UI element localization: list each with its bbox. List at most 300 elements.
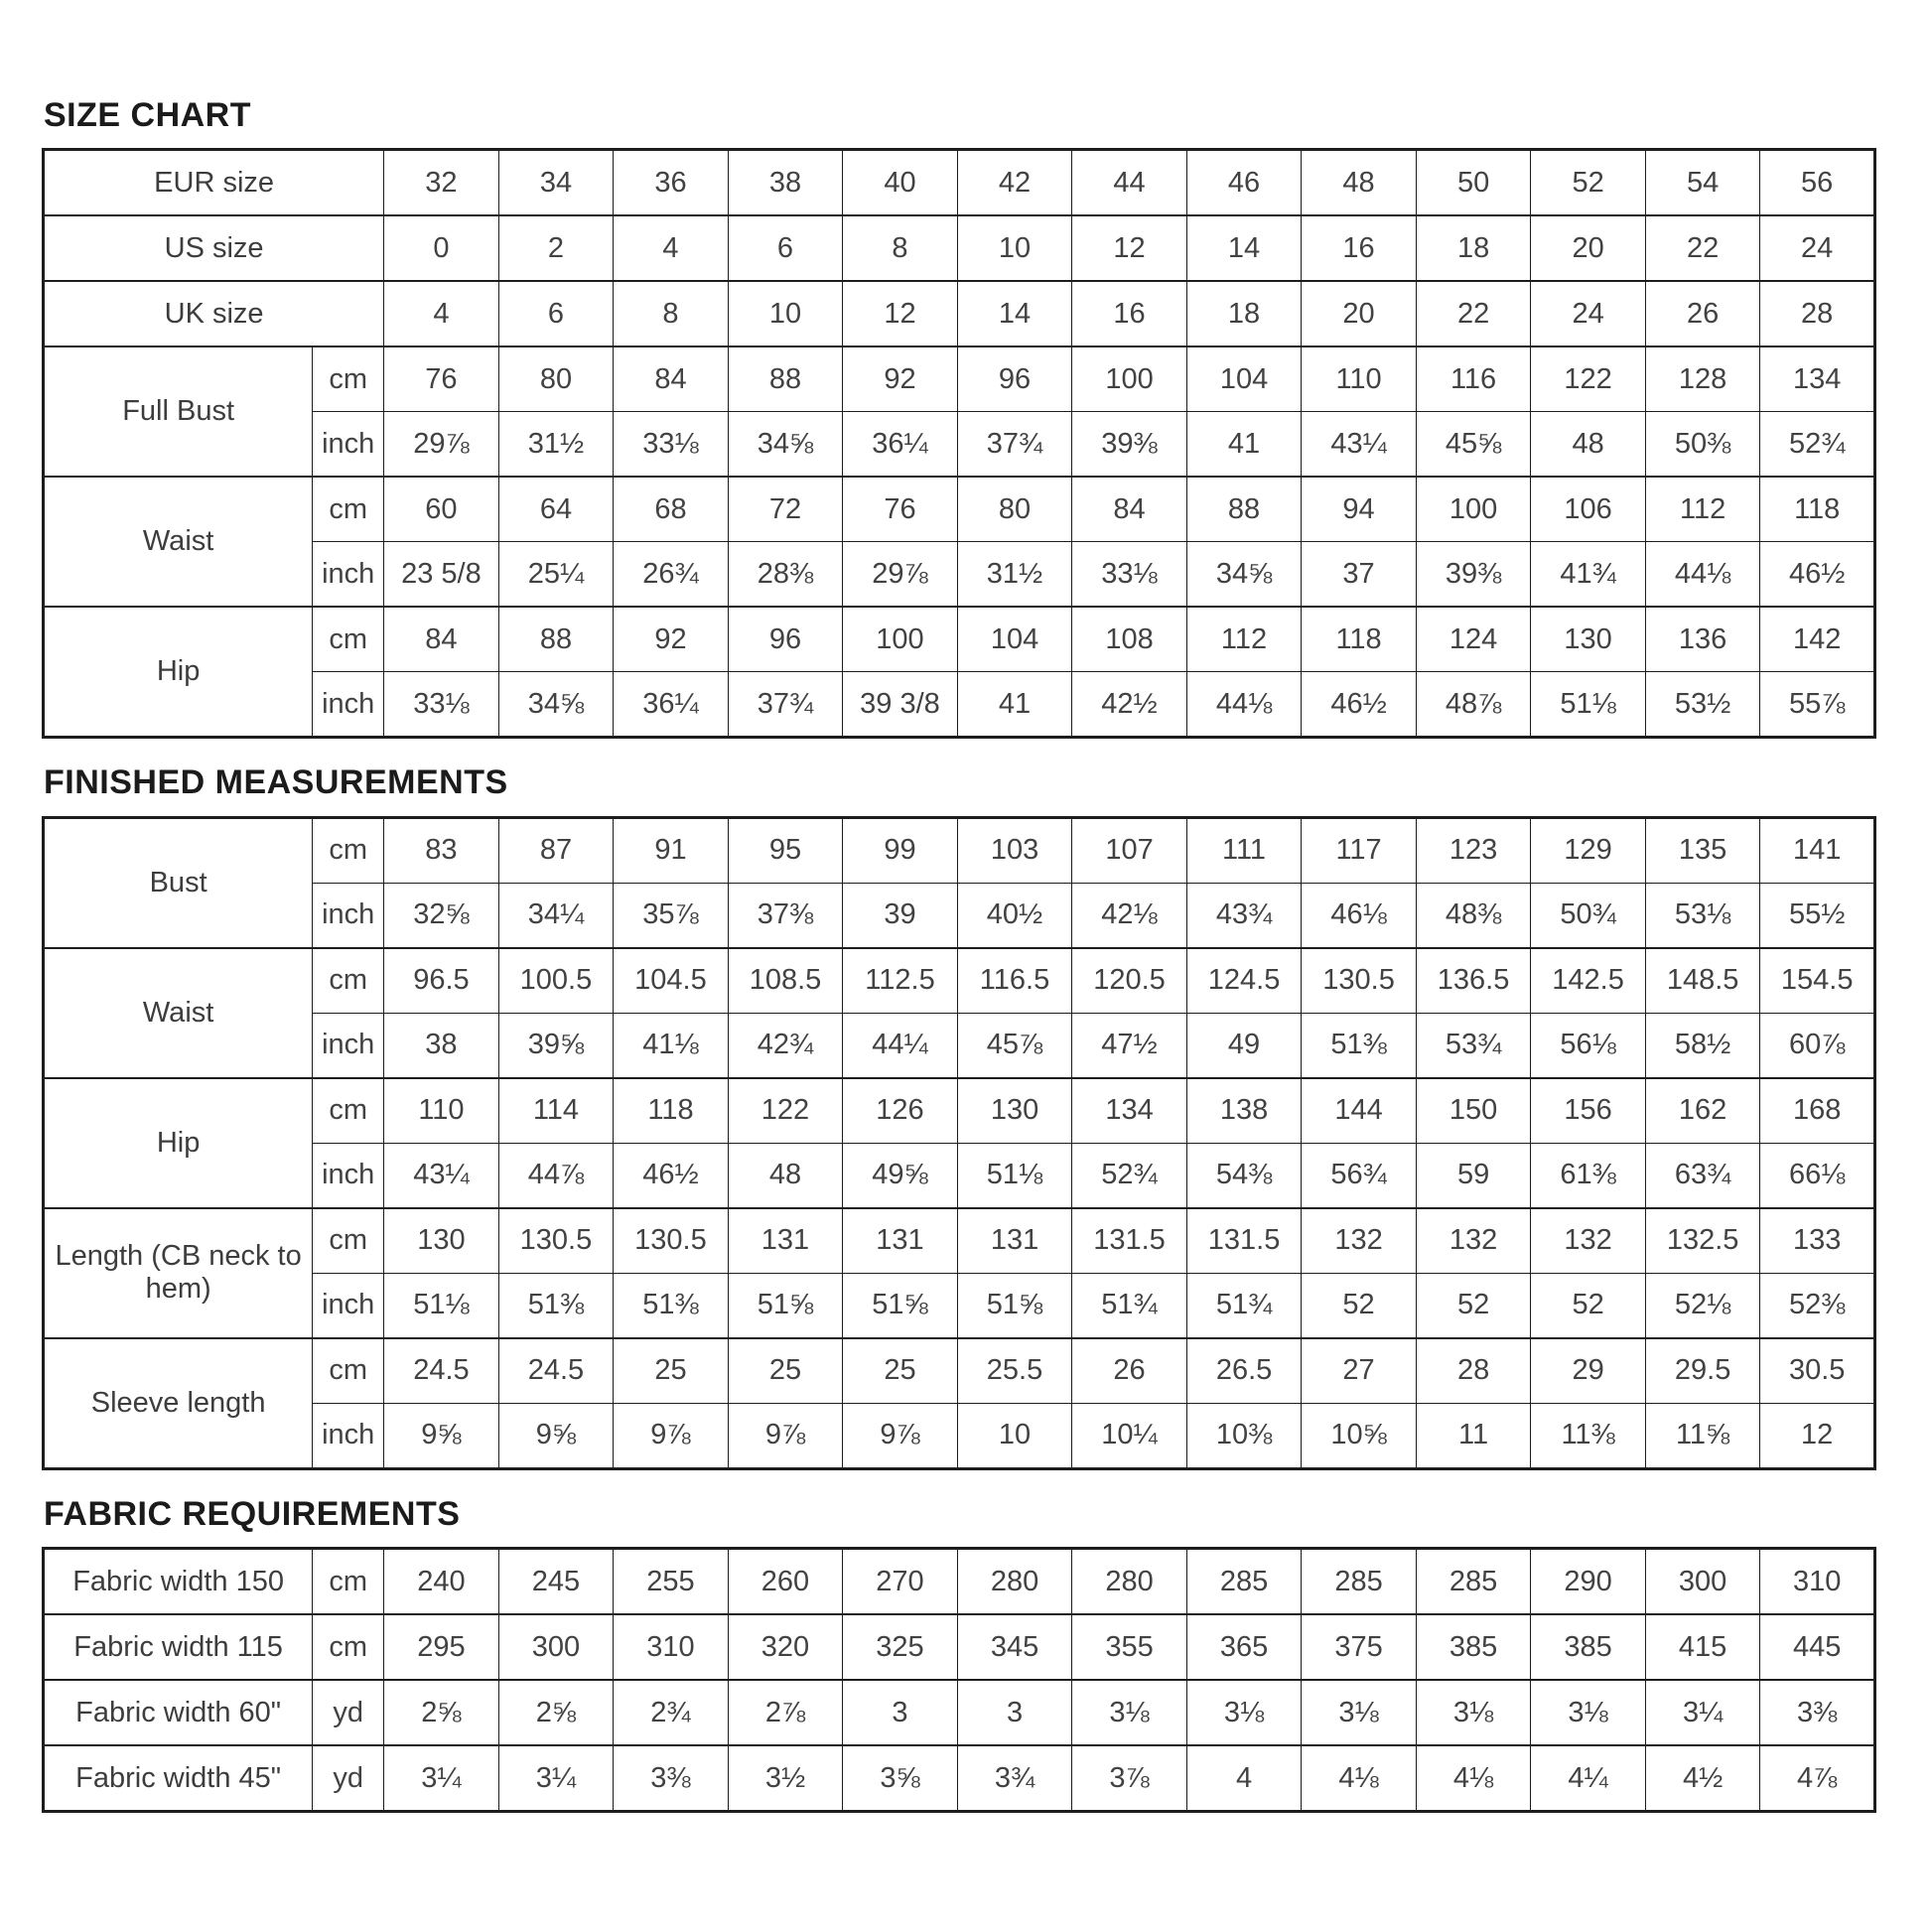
value-cell: 54⅜ xyxy=(1186,1143,1302,1208)
value-cell: 126 xyxy=(843,1078,958,1144)
value-cell: 58½ xyxy=(1645,1013,1760,1078)
value-cell: 130 xyxy=(957,1078,1072,1144)
value-cell: 148.5 xyxy=(1645,948,1760,1014)
value-cell: 2⅞ xyxy=(728,1680,843,1745)
value-cell: 44⅞ xyxy=(498,1143,614,1208)
value-cell: 141 xyxy=(1760,817,1875,883)
value-cell: 123 xyxy=(1416,817,1531,883)
value-cell: 88 xyxy=(1186,477,1302,542)
value-cell: 51⅜ xyxy=(498,1273,614,1338)
value-cell: 76 xyxy=(843,477,958,542)
value-cell: 25.5 xyxy=(957,1338,1072,1404)
value-cell: 51¾ xyxy=(1072,1273,1187,1338)
value-cell: 34⅝ xyxy=(1186,542,1302,608)
unit-cell: cm xyxy=(313,1338,384,1404)
value-cell: 129 xyxy=(1531,817,1646,883)
value-cell: 52¾ xyxy=(1072,1143,1187,1208)
value-cell: 60⅞ xyxy=(1760,1013,1875,1078)
value-cell: 39 3/8 xyxy=(843,672,958,738)
value-cell: 2⅝ xyxy=(498,1680,614,1745)
value-cell: 3¼ xyxy=(384,1745,499,1812)
value-cell: 52 xyxy=(1416,1273,1531,1338)
value-cell: 42½ xyxy=(1072,672,1187,738)
value-cell: 61⅜ xyxy=(1531,1143,1646,1208)
value-cell: 22 xyxy=(1416,281,1531,346)
value-cell: 4½ xyxy=(1645,1745,1760,1812)
value-cell: 6 xyxy=(498,281,614,346)
unit-cell: cm xyxy=(313,1614,384,1680)
value-cell: 43¼ xyxy=(1302,412,1417,478)
value-cell: 142.5 xyxy=(1531,948,1646,1014)
row-label-cell: Hip xyxy=(44,607,313,738)
value-cell: 87 xyxy=(498,817,614,883)
row-label-cell: Bust xyxy=(44,817,313,948)
unit-cell: cm xyxy=(313,1078,384,1144)
value-cell: 415 xyxy=(1645,1614,1760,1680)
finished-measurements-table xyxy=(42,816,1876,1470)
value-cell: 131 xyxy=(843,1208,958,1274)
value-cell: 134 xyxy=(1760,346,1875,412)
finished-measurements-title: FINISHED MEASUREMENTS xyxy=(44,763,508,802)
value-cell: 131 xyxy=(728,1208,843,1274)
value-cell: 54 xyxy=(1645,150,1760,216)
value-cell: 142 xyxy=(1760,607,1875,672)
value-cell: 25 xyxy=(728,1338,843,1404)
value-cell: 106 xyxy=(1531,477,1646,542)
unit-cell: cm xyxy=(313,607,384,672)
value-cell: 122 xyxy=(1531,346,1646,412)
value-cell: 22 xyxy=(1645,215,1760,281)
value-cell: 96 xyxy=(957,346,1072,412)
value-cell: 100 xyxy=(843,607,958,672)
value-cell: 26¾ xyxy=(614,542,729,608)
value-cell: 2 xyxy=(498,215,614,281)
value-cell: 34 xyxy=(498,150,614,216)
value-cell: 43¾ xyxy=(1186,883,1302,948)
value-cell: 124.5 xyxy=(1186,948,1302,1014)
value-cell: 285 xyxy=(1416,1549,1531,1615)
value-cell: 51⅛ xyxy=(1531,672,1646,738)
value-cell: 117 xyxy=(1302,817,1417,883)
value-cell: 285 xyxy=(1302,1549,1417,1615)
unit-cell: inch xyxy=(313,1273,384,1338)
value-cell: 51⅜ xyxy=(614,1273,729,1338)
value-cell: 52 xyxy=(1531,150,1646,216)
value-cell: 111 xyxy=(1186,817,1302,883)
value-cell: 100 xyxy=(1416,477,1531,542)
value-cell: 59 xyxy=(1416,1143,1531,1208)
value-cell: 132 xyxy=(1302,1208,1417,1274)
value-cell: 18 xyxy=(1416,215,1531,281)
value-cell: 25¼ xyxy=(498,542,614,608)
unit-cell: inch xyxy=(313,542,384,608)
value-cell: 84 xyxy=(1072,477,1187,542)
value-cell: 245 xyxy=(498,1549,614,1615)
row-label-cell: Fabric width 60" xyxy=(44,1680,313,1745)
value-cell: 84 xyxy=(614,346,729,412)
value-cell: 134 xyxy=(1072,1078,1187,1144)
value-cell: 3½ xyxy=(728,1745,843,1812)
value-cell: 4⅛ xyxy=(1416,1745,1531,1812)
value-cell: 131 xyxy=(957,1208,1072,1274)
value-cell: 42¾ xyxy=(728,1013,843,1078)
value-cell: 131.5 xyxy=(1072,1208,1187,1274)
value-cell: 27 xyxy=(1302,1338,1417,1404)
value-cell: 150 xyxy=(1416,1078,1531,1144)
value-cell: 4⅛ xyxy=(1302,1745,1417,1812)
value-cell: 116 xyxy=(1416,346,1531,412)
value-cell: 51⅝ xyxy=(843,1273,958,1338)
value-cell: 40 xyxy=(843,150,958,216)
value-cell: 72 xyxy=(728,477,843,542)
unit-cell: cm xyxy=(313,1208,384,1274)
unit-cell: yd xyxy=(313,1680,384,1745)
value-cell: 260 xyxy=(728,1549,843,1615)
value-cell: 14 xyxy=(957,281,1072,346)
value-cell: 130.5 xyxy=(498,1208,614,1274)
value-cell: 4⅞ xyxy=(1760,1745,1875,1812)
value-cell: 40½ xyxy=(957,883,1072,948)
value-cell: 3¼ xyxy=(1645,1680,1760,1745)
value-cell: 92 xyxy=(614,607,729,672)
value-cell: 310 xyxy=(1760,1549,1875,1615)
value-cell: 11⅜ xyxy=(1531,1403,1646,1468)
value-cell: 118 xyxy=(614,1078,729,1144)
value-cell: 42⅛ xyxy=(1072,883,1187,948)
value-cell: 34⅝ xyxy=(728,412,843,478)
value-cell: 132 xyxy=(1531,1208,1646,1274)
value-cell: 445 xyxy=(1760,1614,1875,1680)
value-cell: 51⅝ xyxy=(728,1273,843,1338)
value-cell: 55⅞ xyxy=(1760,672,1875,738)
value-cell: 365 xyxy=(1186,1614,1302,1680)
unit-cell: inch xyxy=(313,1013,384,1078)
value-cell: 41⅛ xyxy=(614,1013,729,1078)
value-cell: 80 xyxy=(957,477,1072,542)
value-cell: 34⅝ xyxy=(498,672,614,738)
value-cell: 9⅞ xyxy=(614,1403,729,1468)
value-cell: 26.5 xyxy=(1186,1338,1302,1404)
value-cell: 91 xyxy=(614,817,729,883)
value-cell: 31½ xyxy=(957,542,1072,608)
value-cell: 4 xyxy=(1186,1745,1302,1812)
value-cell: 37¾ xyxy=(957,412,1072,478)
unit-cell: inch xyxy=(313,1403,384,1468)
value-cell: 3⅜ xyxy=(614,1745,729,1812)
value-cell: 44¼ xyxy=(843,1013,958,1078)
value-cell: 135 xyxy=(1645,817,1760,883)
value-cell: 280 xyxy=(957,1549,1072,1615)
value-cell: 16 xyxy=(1302,215,1417,281)
value-cell: 46½ xyxy=(1302,672,1417,738)
value-cell: 84 xyxy=(384,607,499,672)
unit-cell: cm xyxy=(313,346,384,412)
value-cell: 4 xyxy=(384,281,499,346)
row-label-cell: US size xyxy=(44,215,384,281)
row-label-cell: Sleeve length xyxy=(44,1338,313,1469)
value-cell: 104 xyxy=(957,607,1072,672)
value-cell: 28⅜ xyxy=(728,542,843,608)
value-cell: 10 xyxy=(728,281,843,346)
value-cell: 25 xyxy=(843,1338,958,1404)
value-cell: 53½ xyxy=(1645,672,1760,738)
value-cell: 37⅜ xyxy=(728,883,843,948)
value-cell: 110 xyxy=(384,1078,499,1144)
unit-cell: cm xyxy=(313,1549,384,1615)
value-cell: 156 xyxy=(1531,1078,1646,1144)
value-cell: 10⅝ xyxy=(1302,1403,1417,1468)
value-cell: 38 xyxy=(384,1013,499,1078)
value-cell: 37¾ xyxy=(728,672,843,738)
value-cell: 3⅜ xyxy=(1760,1680,1875,1745)
value-cell: 80 xyxy=(498,346,614,412)
value-cell: 4¼ xyxy=(1531,1745,1646,1812)
row-label-cell: EUR size xyxy=(44,150,384,216)
value-cell: 76 xyxy=(384,346,499,412)
value-cell: 28 xyxy=(1760,281,1875,346)
row-label-cell: Fabric width 45" xyxy=(44,1745,313,1812)
value-cell: 3⅛ xyxy=(1072,1680,1187,1745)
value-cell: 39 xyxy=(843,883,958,948)
value-cell: 0 xyxy=(384,215,499,281)
value-cell: 280 xyxy=(1072,1549,1187,1615)
value-cell: 10 xyxy=(957,215,1072,281)
value-cell: 52 xyxy=(1302,1273,1417,1338)
value-cell: 11 xyxy=(1416,1403,1531,1468)
value-cell: 138 xyxy=(1186,1078,1302,1144)
value-cell: 53¾ xyxy=(1416,1013,1531,1078)
value-cell: 51⅛ xyxy=(957,1143,1072,1208)
value-cell: 43¼ xyxy=(384,1143,499,1208)
value-cell: 14 xyxy=(1186,215,1302,281)
value-cell: 2⅝ xyxy=(384,1680,499,1745)
value-cell: 68 xyxy=(614,477,729,542)
value-cell: 30.5 xyxy=(1760,1338,1875,1404)
value-cell: 104.5 xyxy=(614,948,729,1014)
value-cell: 41 xyxy=(1186,412,1302,478)
value-cell: 29 xyxy=(1531,1338,1646,1404)
value-cell: 41¾ xyxy=(1531,542,1646,608)
value-cell: 34¼ xyxy=(498,883,614,948)
value-cell: 96 xyxy=(728,607,843,672)
value-cell: 310 xyxy=(614,1614,729,1680)
value-cell: 118 xyxy=(1760,477,1875,542)
value-cell: 3¾ xyxy=(957,1745,1072,1812)
value-cell: 16 xyxy=(1072,281,1187,346)
value-cell: 51¾ xyxy=(1186,1273,1302,1338)
value-cell: 50 xyxy=(1416,150,1531,216)
value-cell: 29.5 xyxy=(1645,1338,1760,1404)
value-cell: 26 xyxy=(1645,281,1760,346)
value-cell: 10⅜ xyxy=(1186,1403,1302,1468)
value-cell: 24.5 xyxy=(384,1338,499,1404)
row-label-cell: Waist xyxy=(44,477,313,607)
value-cell: 26 xyxy=(1072,1338,1187,1404)
value-cell: 99 xyxy=(843,817,958,883)
value-cell: 52¾ xyxy=(1760,412,1875,478)
value-cell: 52⅛ xyxy=(1645,1273,1760,1338)
value-cell: 3 xyxy=(957,1680,1072,1745)
size-chart-table xyxy=(42,148,1876,739)
unit-cell: inch xyxy=(313,672,384,738)
value-cell: 95 xyxy=(728,817,843,883)
value-cell: 132 xyxy=(1416,1208,1531,1274)
value-cell: 108 xyxy=(1072,607,1187,672)
value-cell: 39⅜ xyxy=(1072,412,1187,478)
value-cell: 114 xyxy=(498,1078,614,1144)
value-cell: 10 xyxy=(957,1403,1072,1468)
row-label-cell: Fabric width 115 xyxy=(44,1614,313,1680)
content-area xyxy=(42,97,1876,1813)
value-cell: 39⅜ xyxy=(1416,542,1531,608)
value-cell: 92 xyxy=(843,346,958,412)
value-cell: 20 xyxy=(1302,281,1417,346)
value-cell: 3⅝ xyxy=(843,1745,958,1812)
value-cell: 12 xyxy=(1072,215,1187,281)
value-cell: 49⅝ xyxy=(843,1143,958,1208)
value-cell: 11⅝ xyxy=(1645,1403,1760,1468)
value-cell: 3¼ xyxy=(498,1745,614,1812)
value-cell: 56¾ xyxy=(1302,1143,1417,1208)
value-cell: 50⅜ xyxy=(1645,412,1760,478)
value-cell: 128 xyxy=(1645,346,1760,412)
value-cell: 33⅛ xyxy=(614,412,729,478)
value-cell: 35⅞ xyxy=(614,883,729,948)
value-cell: 32⅝ xyxy=(384,883,499,948)
unit-cell: cm xyxy=(313,948,384,1014)
value-cell: 118 xyxy=(1302,607,1417,672)
value-cell: 47½ xyxy=(1072,1013,1187,1078)
value-cell: 385 xyxy=(1531,1614,1646,1680)
value-cell: 3⅛ xyxy=(1302,1680,1417,1745)
value-cell: 144 xyxy=(1302,1078,1417,1144)
value-cell: 124 xyxy=(1416,607,1531,672)
value-cell: 112 xyxy=(1645,477,1760,542)
unit-cell: cm xyxy=(313,477,384,542)
value-cell: 104 xyxy=(1186,346,1302,412)
value-cell: 100.5 xyxy=(498,948,614,1014)
value-cell: 4 xyxy=(614,215,729,281)
value-cell: 56⅛ xyxy=(1531,1013,1646,1078)
value-cell: 63¾ xyxy=(1645,1143,1760,1208)
fabric-requirements-table xyxy=(42,1547,1876,1813)
value-cell: 83 xyxy=(384,817,499,883)
value-cell: 320 xyxy=(728,1614,843,1680)
value-cell: 132.5 xyxy=(1645,1208,1760,1274)
value-cell: 12 xyxy=(843,281,958,346)
unit-cell: yd xyxy=(313,1745,384,1812)
value-cell: 52 xyxy=(1531,1273,1646,1338)
value-cell: 8 xyxy=(843,215,958,281)
value-cell: 9⅞ xyxy=(728,1403,843,1468)
value-cell: 44⅛ xyxy=(1186,672,1302,738)
value-cell: 36 xyxy=(614,150,729,216)
value-cell: 25 xyxy=(614,1338,729,1404)
value-cell: 133 xyxy=(1760,1208,1875,1274)
value-cell: 48 xyxy=(1531,412,1646,478)
value-cell: 154.5 xyxy=(1760,948,1875,1014)
value-cell: 45⅞ xyxy=(957,1013,1072,1078)
value-cell: 345 xyxy=(957,1614,1072,1680)
value-cell: 122 xyxy=(728,1078,843,1144)
value-cell: 375 xyxy=(1302,1614,1417,1680)
value-cell: 46 xyxy=(1186,150,1302,216)
fabric-requirements-title: FABRIC REQUIREMENTS xyxy=(44,1494,461,1533)
value-cell: 88 xyxy=(728,346,843,412)
value-cell: 300 xyxy=(1645,1549,1760,1615)
value-cell: 45⅝ xyxy=(1416,412,1531,478)
value-cell: 6 xyxy=(728,215,843,281)
value-cell: 2¾ xyxy=(614,1680,729,1745)
value-cell: 108.5 xyxy=(728,948,843,1014)
row-label-cell: UK size xyxy=(44,281,384,346)
value-cell: 33⅛ xyxy=(1072,542,1187,608)
unit-cell: inch xyxy=(313,1143,384,1208)
value-cell: 37 xyxy=(1302,542,1417,608)
value-cell: 385 xyxy=(1416,1614,1531,1680)
value-cell: 12 xyxy=(1760,1403,1875,1468)
value-cell: 136.5 xyxy=(1416,948,1531,1014)
value-cell: 33⅛ xyxy=(384,672,499,738)
value-cell: 39⅝ xyxy=(498,1013,614,1078)
value-cell: 240 xyxy=(384,1549,499,1615)
value-cell: 48⅞ xyxy=(1416,672,1531,738)
value-cell: 120.5 xyxy=(1072,948,1187,1014)
value-cell: 41 xyxy=(957,672,1072,738)
value-cell: 44 xyxy=(1072,150,1187,216)
value-cell: 10¼ xyxy=(1072,1403,1187,1468)
value-cell: 100 xyxy=(1072,346,1187,412)
value-cell: 51⅝ xyxy=(957,1273,1072,1338)
value-cell: 116.5 xyxy=(957,948,1072,1014)
value-cell: 103 xyxy=(957,817,1072,883)
value-cell: 20 xyxy=(1531,215,1646,281)
value-cell: 48 xyxy=(1302,150,1417,216)
value-cell: 3⅛ xyxy=(1531,1680,1646,1745)
unit-cell: cm xyxy=(313,817,384,883)
value-cell: 23 5/8 xyxy=(384,542,499,608)
value-cell: 9⅝ xyxy=(384,1403,499,1468)
row-label-cell: Full Bust xyxy=(44,346,313,477)
value-cell: 28 xyxy=(1416,1338,1531,1404)
size-chart-title: SIZE CHART xyxy=(44,96,251,134)
value-cell: 112.5 xyxy=(843,948,958,1014)
value-cell: 48 xyxy=(728,1143,843,1208)
value-cell: 51⅜ xyxy=(1302,1013,1417,1078)
value-cell: 36¼ xyxy=(843,412,958,478)
value-cell: 3 xyxy=(843,1680,958,1745)
value-cell: 46½ xyxy=(614,1143,729,1208)
value-cell: 168 xyxy=(1760,1078,1875,1144)
value-cell: 18 xyxy=(1186,281,1302,346)
value-cell: 130.5 xyxy=(614,1208,729,1274)
row-label-cell: Length (CB neck to hem) xyxy=(44,1208,313,1338)
value-cell: 24 xyxy=(1760,215,1875,281)
value-cell: 66⅛ xyxy=(1760,1143,1875,1208)
value-cell: 36¼ xyxy=(614,672,729,738)
value-cell: 94 xyxy=(1302,477,1417,542)
value-cell: 42 xyxy=(957,150,1072,216)
value-cell: 88 xyxy=(498,607,614,672)
value-cell: 29⅞ xyxy=(384,412,499,478)
value-cell: 55½ xyxy=(1760,883,1875,948)
value-cell: 3⅛ xyxy=(1186,1680,1302,1745)
value-cell: 270 xyxy=(843,1549,958,1615)
value-cell: 9⅞ xyxy=(843,1403,958,1468)
value-cell: 31½ xyxy=(498,412,614,478)
value-cell: 325 xyxy=(843,1614,958,1680)
value-cell: 285 xyxy=(1186,1549,1302,1615)
